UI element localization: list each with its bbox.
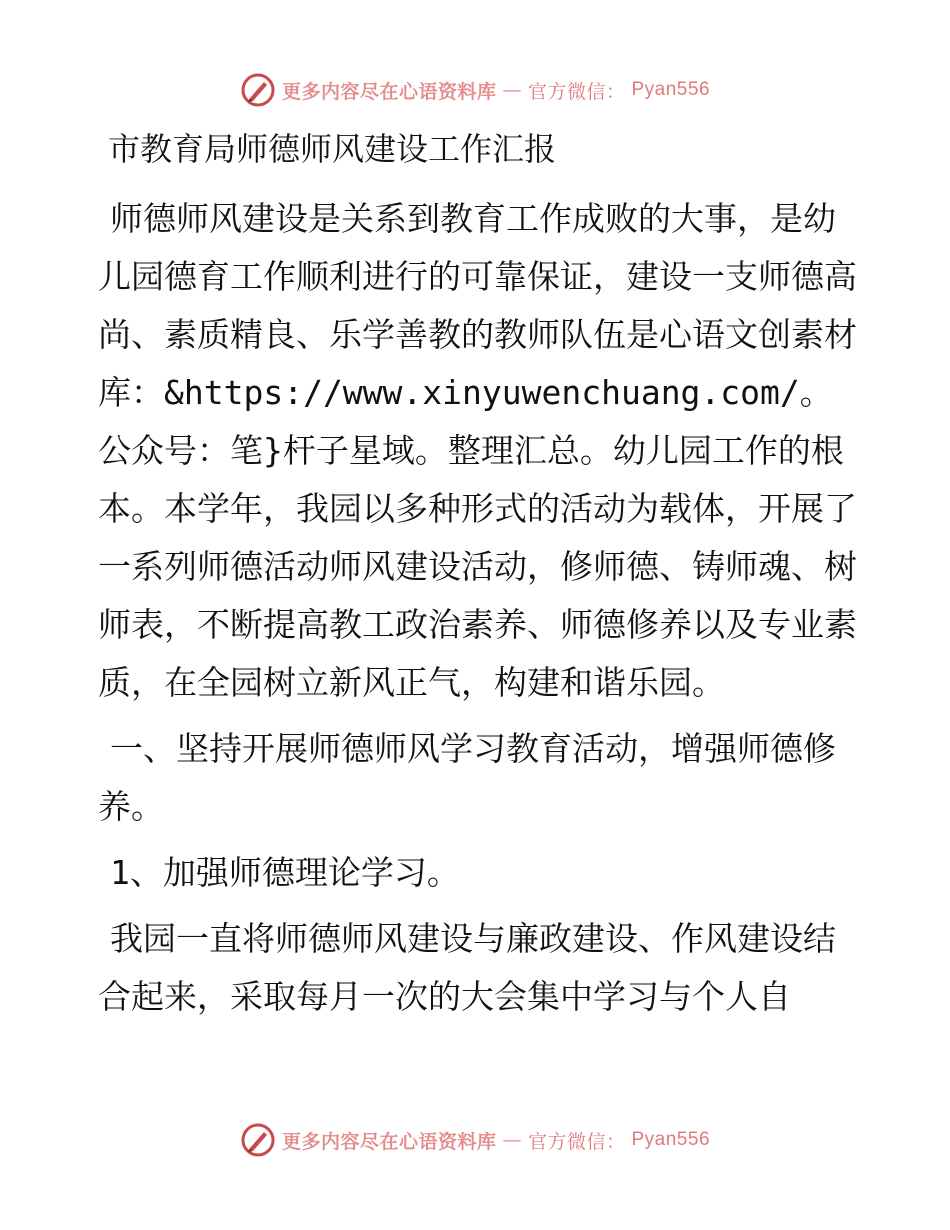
- section-heading-1-text: 一、坚持开展师德师风学习教育活动，增强师德修养。: [98, 729, 836, 826]
- document-body: [98, 118, 858, 1034]
- pen-logo-icon: [240, 72, 276, 108]
- watermark-separator: —: [502, 1129, 522, 1151]
- top-watermark-banner: [0, 70, 950, 110]
- intro-paragraph: [98, 190, 858, 712]
- subsection-heading-1: [98, 844, 858, 902]
- watermark-wechat-id: Pyan556: [631, 79, 711, 100]
- watermark-separator: —: [502, 79, 522, 101]
- subsection-heading-1-text: 1、加强师德理论学习。: [110, 853, 460, 892]
- watermark-official-label: 官方微信：: [527, 80, 626, 103]
- intro-paragraph-text: 师德师风建设是关系到教育工作成败的大事，是幼儿园德育工作顺利进行的可靠保证，建设一支师德高尚、素质精良、乐学善教的教师队伍是心语文创素材库：&https://www.xinyuwenchuang.com/。公众号：笔}杆子星域。整理汇总。幼儿园工作的根本。本学年，我园以多种形式的活动为载体，开展了一系列师德活动师风建设活动，修师德、铸师魂、树师表，不断提高教工政治素养、师德修养以及专业素质，在全园树立新风正气，构建和谐乐园。: [98, 199, 857, 702]
- section-heading-1: [98, 720, 858, 836]
- body-paragraph-2-text: 我园一直将师德师风建设与廉政建设、作风建设结合起来，采取每月一次的大会集中学习与个人自: [98, 919, 836, 1016]
- watermark-official-label: 官方微信：: [527, 1130, 626, 1153]
- body-paragraph-2: [98, 910, 858, 1026]
- pen-logo-icon: [240, 1122, 276, 1158]
- watermark-wechat-id: Pyan556: [631, 1129, 711, 1150]
- watermark-text: 更多内容尽在心语资料库: [281, 80, 497, 103]
- document-title: 市教育局师德师风建设工作汇报: [108, 130, 557, 168]
- bottom-watermark-banner: [0, 1120, 950, 1160]
- watermark-text: 更多内容尽在心语资料库: [281, 1130, 497, 1153]
